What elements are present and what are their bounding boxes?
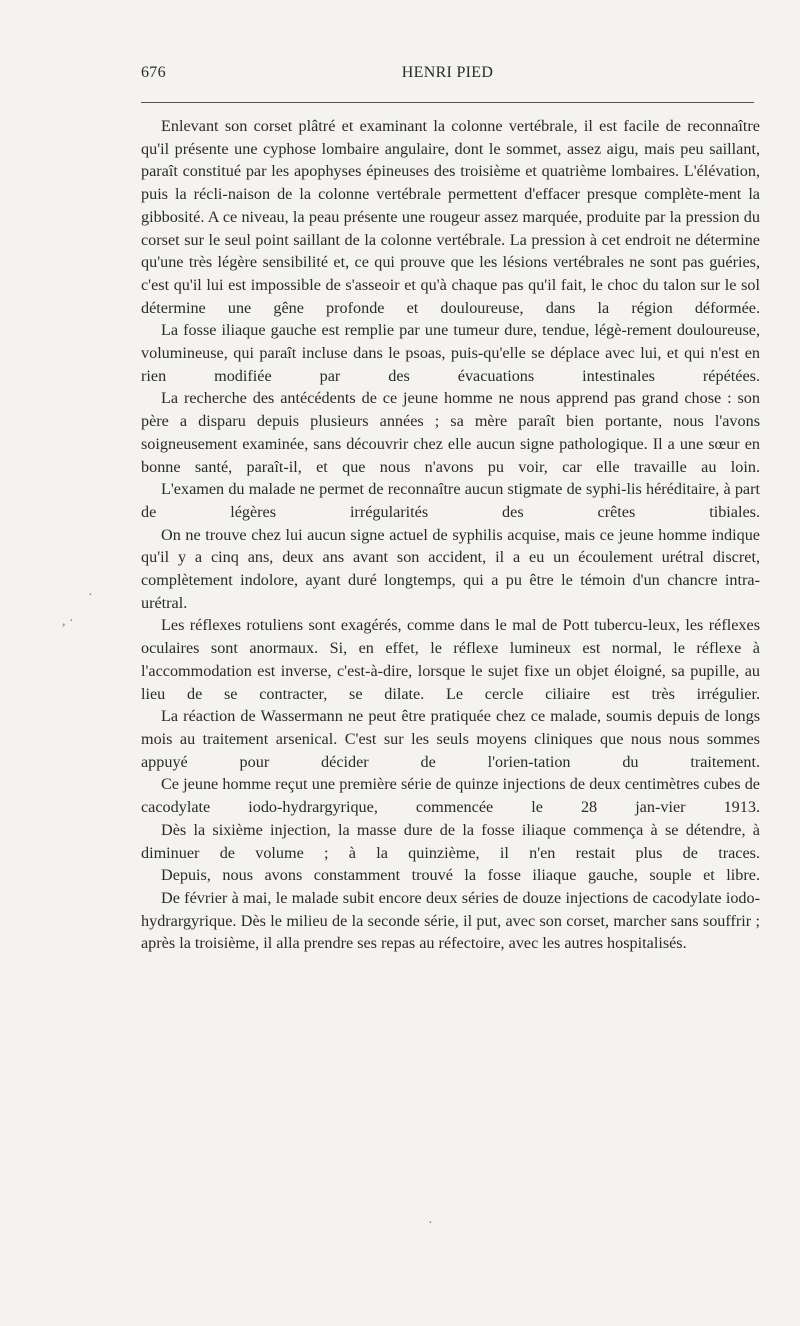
paragraph-sixieme-injection: Dès la sixième injection, la masse dure de la fosse iliaque commença à se détendre, à diminuer de volume ; à la quinzième, il n'en restait plus de traces. — [141, 820, 760, 862]
header-rule — [141, 102, 754, 103]
paragraph-fosse-iliaque: La fosse iliaque gauche est remplie par une tumeur dure, tendue, légè-rement douloureuse, volumineuse, qui paraît incluse dans le psoas, puis-qu'elle se déplace avec lui, et qui n'est en rien modifiée par des évacuations intestinales répétées. — [141, 321, 760, 385]
margin-speck: · — [88, 588, 93, 603]
paragraph-examen-syphilis-hereditaire: L'examen du malade ne permet de reconnaître aucun stigmate de syphi-lis héréditaire, à part de légères irrégularités des crêtes tibiales. — [141, 480, 760, 521]
running-title: HENRI PIED — [401, 64, 494, 81]
paragraph-syphilis-acquise: On ne trouve chez lui aucun signe actuel de syphilis acquise, mais ce jeune homme indique qu'il y a cinq ans, deux ans avant son accident, il a eu un écoulement urétral discret, complètement indolore, ayant duré longtemps, qui a pu être le témoin d'un chancre intra-urétral. — [141, 525, 760, 612]
paragraph-premiere-serie: Ce jeune homme reçut une première série de quinze injections de deux centimètres cubes de cacodylate iodo-hydrargyrique, commencée le 28 jan-vier 1913. — [141, 775, 760, 817]
paragraph-depuis: Depuis, nous avons constamment trouvé la fosse iliaque gauche, souple et libre. — [161, 866, 760, 885]
page-speck: · — [428, 1216, 433, 1231]
paragraph-wassermann: La réaction de Wassermann ne peut être pratiquée chez ce malade, soumis depuis de longs mois au traitement arsenical. C'est sur les seuls moyens cliniques que nous nous sommes appuyé pour décider de l'orien-tation du traitement. — [141, 707, 760, 771]
paragraph-reflexes: Les réflexes rotuliens sont exagérés, comme dans le mal de Pott tubercu-leux, les réflexes oculaires sont anormaux. Si, en effet, le réflexe lumineux est normal, le réflexe à l'accommodation est inverse, c'est-à-dire, lorsque le sujet fixe un objet éloigné, sa pupille, au lieu de se contracter, se dilate. Le cercle ciliaire est très irrégulier. — [141, 616, 760, 703]
paragraph-corset-exam: Enlevant son corset plâtré et examinant la colonne vertébrale, il est facile de reconnaître qu'il présente une cyphose lombaire angulaire, dont le sommet, assez aigu, mais peu saillant, paraît constitué par les apophyses épineuses des troisième et quatrième lombaires. L'élévation, puis la récli-naison de la colonne vertébrale permettent d'effacer presque complète-ment la gibbosité. A ce niveau, la peau présente une rougeur assez marquée, produite par la pression du corset sur le seul point saillant de la colonne vertébrale. La pression à cet endroit ne détermine qu'une très légère sensibilité et, ce qui prouve que les lésions vertébrales ne sont pas guéries, c'est qu'il lui est impossible de s'asseoir et qu'à chaque pas qu'il fait, le choc du talon sur le sol détermine une gêne profonde et douloureuse, dans la région déformée. — [141, 117, 760, 317]
page-number: 676 — [141, 64, 166, 81]
running-header — [141, 62, 754, 88]
paragraph-fevrier-mai: De février à mai, le malade subit encore deux séries de douze injections de cacodylate iodo-hydrargyrique. Dès le milieu de la seconde série, il put, avec son corset, marcher sans souffrir ; après la troisième, il alla prendre ses repas au réfectoire, avec les autres hospitalisés. — [141, 888, 760, 953]
paragraph-antecedents: La recherche des antécédents de ce jeune homme ne nous apprend pas grand chose : son père a disparu depuis plusieurs années ; sa mère paraît bien portante, nous l'avons soigneusement examinée, sans découvrir chez elle aucun signe pathologique. Il a une sœur en bonne santé, paraît-il, et que nous n'avons pu voir, car elle travaille au loin. — [141, 389, 760, 476]
margin-speck: , · — [62, 614, 74, 629]
body-text — [141, 115, 760, 955]
